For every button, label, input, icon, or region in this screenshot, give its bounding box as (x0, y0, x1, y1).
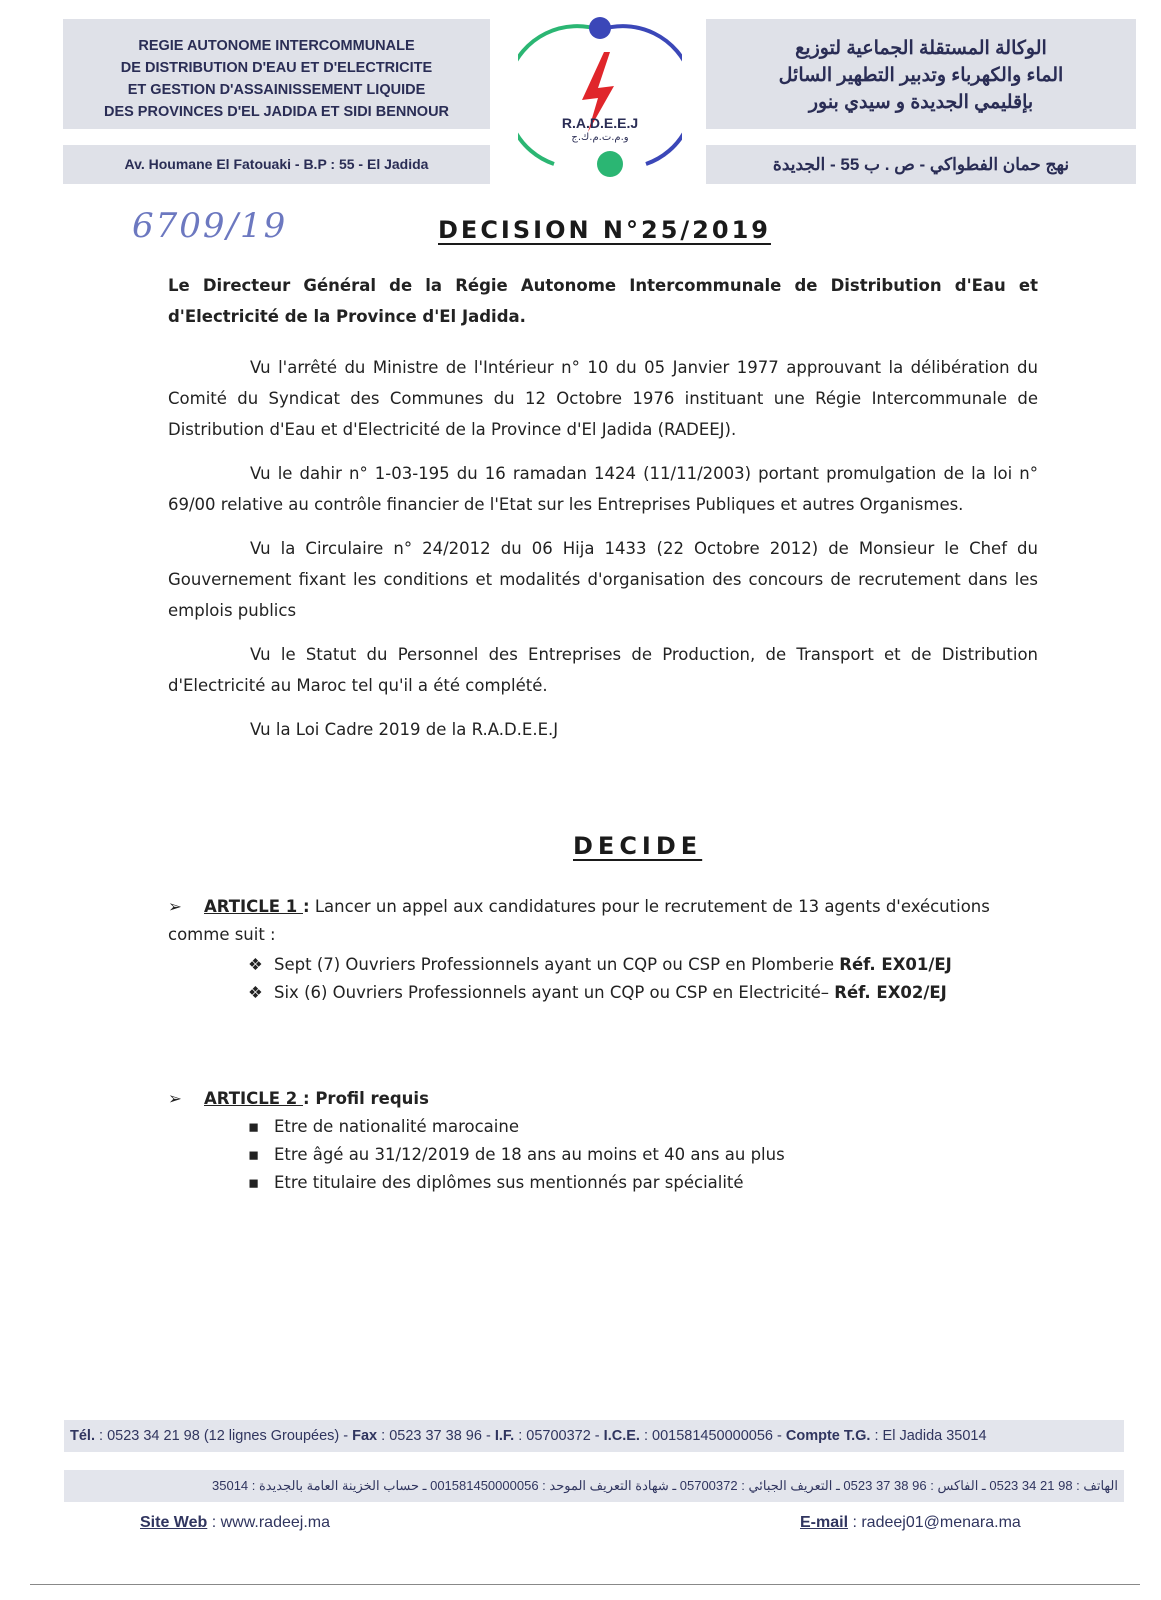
header-line-ar: الوكالة المستقلة الجماعية لتوزيع (795, 38, 1047, 59)
header-address-ar: نهج حمان الفطواكي - ص . ب 55 - الجديدة (706, 145, 1136, 184)
list-item-text: Etre titulaire des diplômes sus mentionnés par spécialité (274, 1173, 744, 1192)
list-item (248, 951, 1038, 979)
diamond-bullet-icon: ❖ (248, 983, 263, 1002)
header-address-fr: Av. Houmane El Fatouaki - B.P : 55 - El Jadida (63, 145, 490, 184)
footer-contact-fr (64, 1420, 1124, 1452)
square-bullet-icon: ▪ (248, 1145, 260, 1164)
square-bullet-icon: ▪ (248, 1117, 260, 1136)
reference-code: Réf. EX02/EJ (834, 983, 947, 1002)
arrow-bullet-icon: ➢ (168, 897, 182, 916)
footer-label: Fax (352, 1428, 378, 1444)
footer-value: : El Jadida 35014 (870, 1428, 987, 1444)
header-line: DES PROVINCES D'EL JADIDA ET SIDI BENNOUR (103, 104, 450, 120)
header-line: REGIE AUTONOME INTERCOMMUNALE (138, 38, 415, 54)
footer-contact-ar: الهاتف : 98 21 34 0523 ـ الفاكس : 96 38 37 0523 ـ التعريف الجبائي : 05700372 ـ شهادة التعريف الموحد : 001581450000056 ـ حساب الخزينة العامة بالجديدة : 35014 (64, 1470, 1124, 1502)
article-2-list (248, 1113, 1038, 1197)
list-item-text: Etre de nationalité marocaine (274, 1117, 519, 1136)
list-item (248, 979, 1038, 1007)
website-link[interactable]: : www.radeej.ma (207, 1514, 330, 1531)
header-line: ET GESTION D'ASSAINISSEMENT LIQUIDE (127, 82, 426, 98)
considerations (168, 352, 1038, 745)
decide-heading: DECIDE (573, 832, 703, 860)
header-line-ar: بإقليمي الجديدة و سيدي بنور (808, 92, 1034, 113)
list-item-text: Etre âgé au 31/12/2019 de 18 ans au moins et 40 ans au plus (274, 1145, 785, 1164)
consideration-paragraph: Vu le dahir n° 1-03-195 du 16 ramadan 1424 (11/11/2003) portant promulgation de la loi n° 69/00 relative au contrôle financier de l'Etat sur les Entreprises Publiques et autres Organismes. (168, 464, 1038, 514)
radeej-logo (518, 14, 682, 184)
article-title: : Profil requis (303, 1089, 429, 1108)
footer-value: : 0523 34 21 98 (12 lignes Groupées) - (94, 1428, 353, 1444)
consideration-paragraph: Vu la Circulaire n° 24/2012 du 06 Hija 1433 (22 Octobre 2012) de Monsieur le Chef du Gouvernement fixant les conditions et modalités d'organisation des concours de recrutement dans les emplois publics (168, 539, 1038, 620)
logo-subtext: و.م.ت.م.ك.ج (571, 132, 629, 143)
footer-label: Compte T.G. (785, 1428, 871, 1444)
article-label: ARTICLE 2 (204, 1089, 303, 1108)
footer-email (800, 1514, 1021, 1532)
list-item (248, 1113, 1038, 1141)
intro-text: Le Directeur Général de la Régie Autonome Intercommunale de Distribution d'Eau et d'Electricité de la Province d'El Jadida. (168, 276, 1038, 326)
header-line: DE DISTRIBUTION D'EAU ET D'ELECTRICITE (120, 60, 433, 76)
intro-block (168, 270, 1038, 332)
list-item-text: Six (6) Ouvriers Professionnels ayant un CQP ou CSP en Electricité– (274, 983, 835, 1002)
email-link[interactable]: : radeej01@menara.ma (848, 1514, 1021, 1531)
footer-website (140, 1514, 330, 1532)
square-bullet-icon: ▪ (248, 1173, 260, 1192)
article-label: ARTICLE 1 (204, 897, 303, 916)
diamond-bullet-icon: ❖ (248, 955, 263, 974)
bottom-divider (30, 1584, 1140, 1585)
reference-code: Réf. EX01/EJ (839, 955, 952, 974)
header-name-fr (63, 19, 490, 129)
footer-label: I.F. (494, 1428, 515, 1444)
article-1 (168, 893, 1038, 1007)
footer-value: : 05700372 - (514, 1428, 604, 1444)
list-item (248, 1169, 1038, 1197)
footer-label: Tél. (70, 1428, 95, 1444)
header-name-ar (706, 19, 1136, 129)
footer-value: : 001581450000056 - (639, 1428, 786, 1444)
article-colon: : (303, 897, 310, 916)
logo-text: R.A.D.E.E.J (561, 115, 639, 131)
decision-title: DECISION N°25/2019 (438, 216, 771, 244)
footer-label: I.C.E. (603, 1428, 640, 1444)
article-text: Lancer un appel aux candidatures pour le recrutement de 13 agents d'exécutions comme suit : (168, 897, 990, 944)
email-label: E-mail (800, 1514, 849, 1531)
article-1-list (248, 951, 1038, 1007)
list-item (248, 1141, 1038, 1169)
consideration-paragraph: Vu le Statut du Personnel des Entreprises de Production, de Transport et de Distribution d'Electricité au Maroc tel qu'il a été complété. (168, 645, 1038, 695)
logo-graphic (518, 14, 682, 184)
handwritten-reference: 6709/19 (132, 206, 288, 246)
header-line-ar: الماء والكهرباء وتدبير التطهير السائل (778, 65, 1064, 86)
consideration-paragraph: Vu la Loi Cadre 2019 de la R.A.D.E.E.J (250, 720, 559, 739)
website-label: Site Web (140, 1514, 208, 1531)
footer-value: : 0523 37 38 96 - (377, 1428, 495, 1444)
list-item-text: Sept (7) Ouvriers Professionnels ayant un CQP ou CSP en Plomberie (274, 955, 840, 974)
arrow-bullet-icon: ➢ (168, 1089, 182, 1108)
article-2 (168, 1085, 1038, 1197)
consideration-paragraph: Vu l'arrêté du Ministre de l'Intérieur n° 10 du 05 Janvier 1977 approuvant la délibération du Comité du Syndicat des Communes du 12 Octobre 1976 instituant une Régie Intercommunale de Distribution d'Eau et d'Electricité de la Province d'El Jadida (RADEEJ). (168, 358, 1038, 439)
